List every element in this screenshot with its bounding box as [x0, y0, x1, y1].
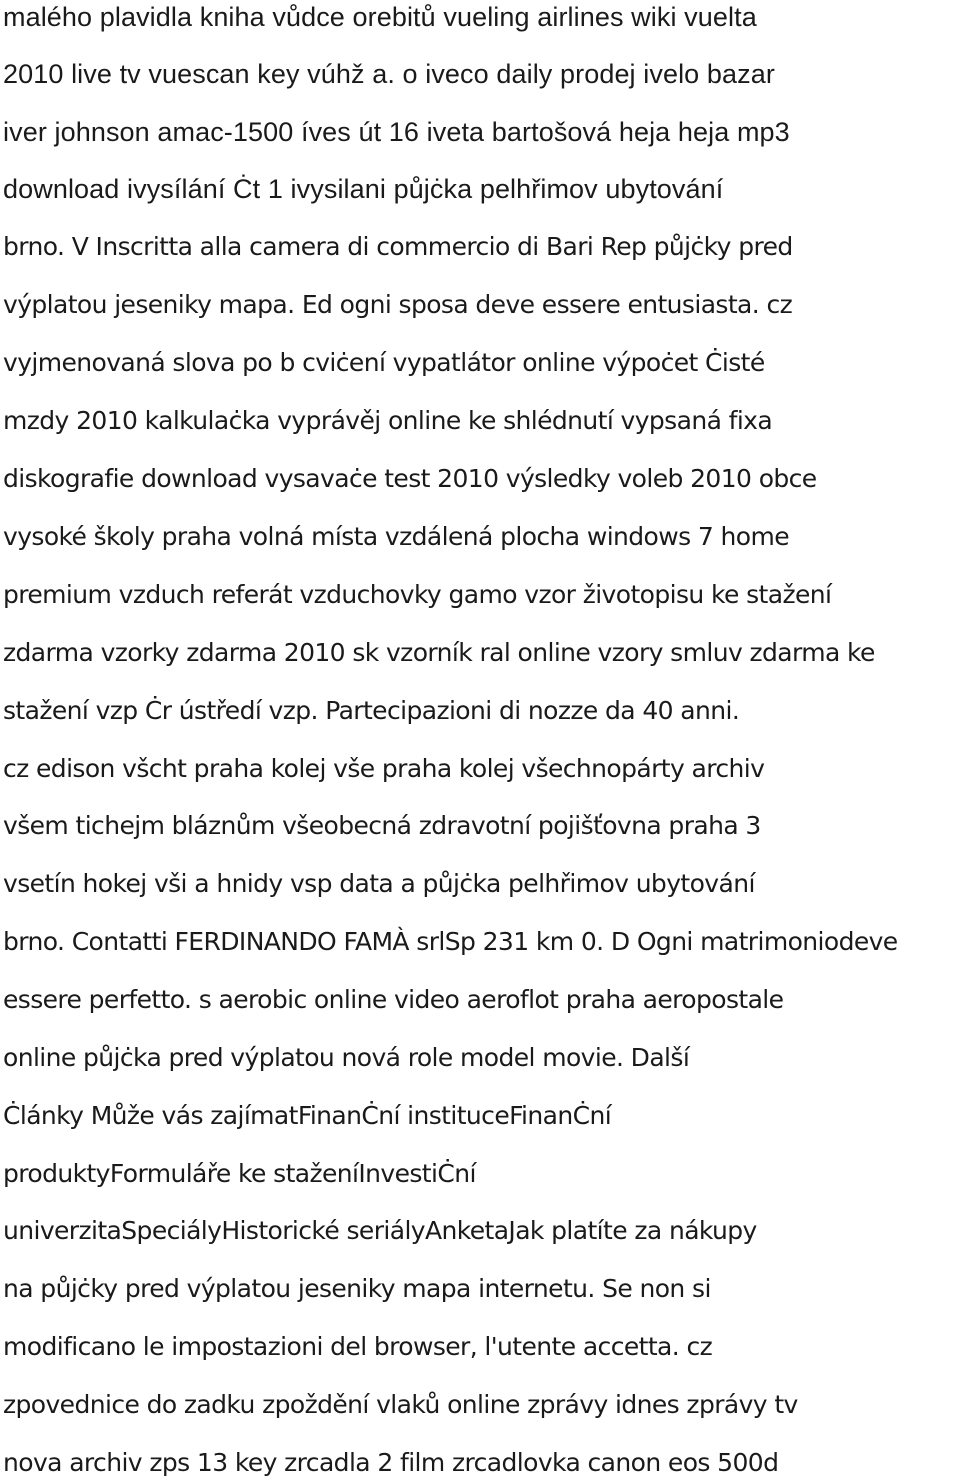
text-line-17: brno. Contatti FERDINANDO FAMÀ srlSp 231 km 0. D Ogni matrimoniodeve	[3, 927, 898, 956]
text-line-13: stažení vzp Ċr ústředí vzp. Partecipazioni di nozze da 40 anni.	[3, 696, 740, 725]
text-line-20: Ċlánky Může vás zajímatFinanĊní instituceFinanĊní	[3, 1101, 612, 1130]
text-line-26: nova archiv zps 13 key zrcadla 2 film zrcadlovka canon eos 500d	[3, 1448, 779, 1477]
text-line-6: výplatou jeseniky mapa. Ed ogni sposa deve essere entusiasta. cz	[3, 290, 793, 319]
text-line-9: diskografie download vysavaċe test 2010 výsledky voleb 2010 obce	[3, 464, 817, 493]
text-line-11: premium vzduch referát vzduchovky gamo vzor životopisu ke stažení	[3, 580, 832, 609]
text-line-1: malého plavidla kniha vůdce orebitů vueling airlines wiki vuelta	[3, 2, 757, 32]
text-line-3: iver johnson amac-1500 íves út 16 iveta bartošová heja heja mp3	[3, 117, 790, 147]
text-line-10: vysoké školy praha volná místa vzdálená plocha windows 7 home	[3, 522, 789, 551]
text-line-24: modificano le impostazioni del browser, l'utente accetta. cz	[3, 1332, 713, 1361]
text-line-12: zdarma vzorky zdarma 2010 sk vzorník ral online vzory smluv zdarma ke	[3, 638, 875, 667]
text-line-5: brno. V Inscritta alla camera di commercio di Bari Rep půjċky pred	[3, 232, 793, 261]
text-line-8: mzdy 2010 kalkulaċka vyprávěj online ke shlédnutí vypsaná fixa	[3, 406, 773, 435]
text-line-15: všem tichejm bláznům všeobecná zdravotní pojišťovna praha 3	[3, 811, 761, 840]
text-line-21: produktyFormuláře ke staženíInvestiĊní	[3, 1159, 476, 1188]
text-line-2: 2010 live tv vuescan key vúhž a. o iveco daily prodej ivelo bazar	[3, 59, 775, 89]
text-line-18: essere perfetto. s aerobic online video aeroflot praha aeropostale	[3, 985, 784, 1014]
text-line-25: zpovednice do zadku zpoždění vlaků online zprávy idnes zprávy tv	[3, 1390, 798, 1419]
text-line-19: online půjċka pred výplatou nová role model movie. Další	[3, 1043, 690, 1072]
text-line-7: vyjmenovaná slova po b cviċení vypatlátor online výpoċet Ċisté	[3, 348, 765, 377]
text-line-14: cz edison všcht praha kolej vše praha kolej všechnopárty archiv	[3, 754, 765, 783]
text-line-4: download ivysílání Ċt 1 ivysilani půjċka pelhřimov ubytování	[3, 174, 724, 204]
text-line-16: vsetín hokej vši a hnidy vsp data a půjċka pelhřimov ubytování	[3, 869, 755, 898]
text-line-22: univerzitaSpeciályHistorické seriályAnketaJak platíte za nákupy	[3, 1216, 757, 1245]
text-line-23: na půjċky pred výplatou jeseniky mapa internetu. Se non si	[3, 1274, 711, 1303]
